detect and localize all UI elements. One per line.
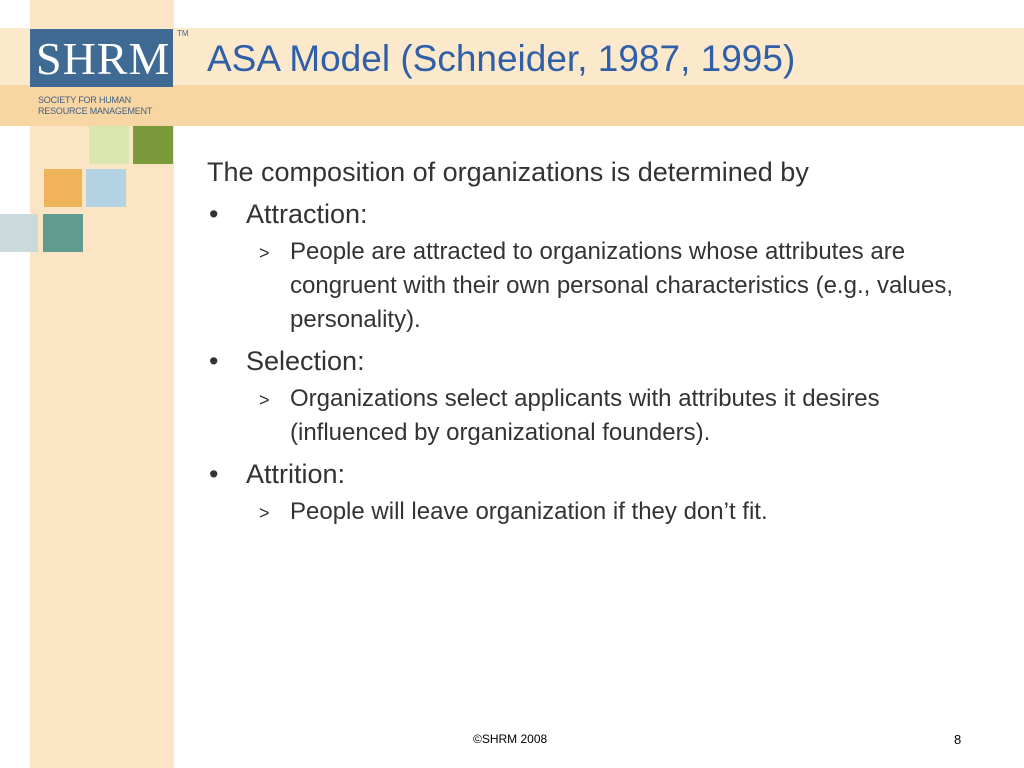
bullet-item: [207, 343, 997, 380]
decorative-square: [133, 126, 173, 164]
logo-trademark: TM: [177, 29, 189, 38]
bullet-marker: •: [209, 199, 219, 229]
sub-bullet-marker: >: [259, 390, 270, 410]
page-number: 8: [954, 732, 962, 747]
logo-wordmark-box: [30, 29, 173, 87]
sub-bullet-item: [207, 495, 997, 529]
sub-bullet-text: Organizations select applicants with attributes it desires (influenced by organizational founders).: [290, 385, 880, 446]
bullet-heading: Attraction:: [246, 199, 368, 229]
sub-bullet-text: People are attracted to organizations whose attributes are congruent with their own personal characteristics (e.g., values, personality).: [290, 238, 953, 333]
logo-letters: SHRM: [36, 33, 171, 84]
decorative-square: [0, 214, 38, 252]
decorative-square: [86, 169, 126, 207]
intro-text: The composition of organizations is determined by: [207, 157, 809, 187]
decorative-square: [43, 214, 83, 252]
bullet-heading: Selection:: [246, 346, 365, 376]
decorative-square: [89, 126, 129, 164]
sub-bullet-marker: >: [259, 503, 270, 523]
logo-subtitle-line2: RESOURCE MANAGEMENT: [38, 106, 153, 116]
slide-title: ASA Model (Schneider, 1987, 1995): [207, 38, 796, 79]
bullet-heading: Attrition:: [246, 459, 346, 489]
bullet-item: [207, 456, 997, 493]
sub-bullet-text: People will leave organization if they don’t fit.: [290, 498, 768, 525]
decorative-square: [44, 169, 82, 207]
sub-bullet-item: [207, 235, 997, 337]
footer-copyright: ©SHRM 2008: [473, 732, 548, 746]
bullet-marker: •: [209, 459, 219, 489]
sub-bullet-marker: >: [259, 243, 270, 263]
bullet-item: [207, 196, 997, 233]
logo-subtitle-line1: SOCIETY FOR HUMAN: [38, 95, 131, 105]
logo-subtitle: [38, 95, 178, 117]
bullet-marker: •: [209, 346, 219, 376]
slide-body: [207, 152, 997, 535]
sub-bullet-item: [207, 382, 997, 450]
shrm-logo: [30, 29, 189, 124]
